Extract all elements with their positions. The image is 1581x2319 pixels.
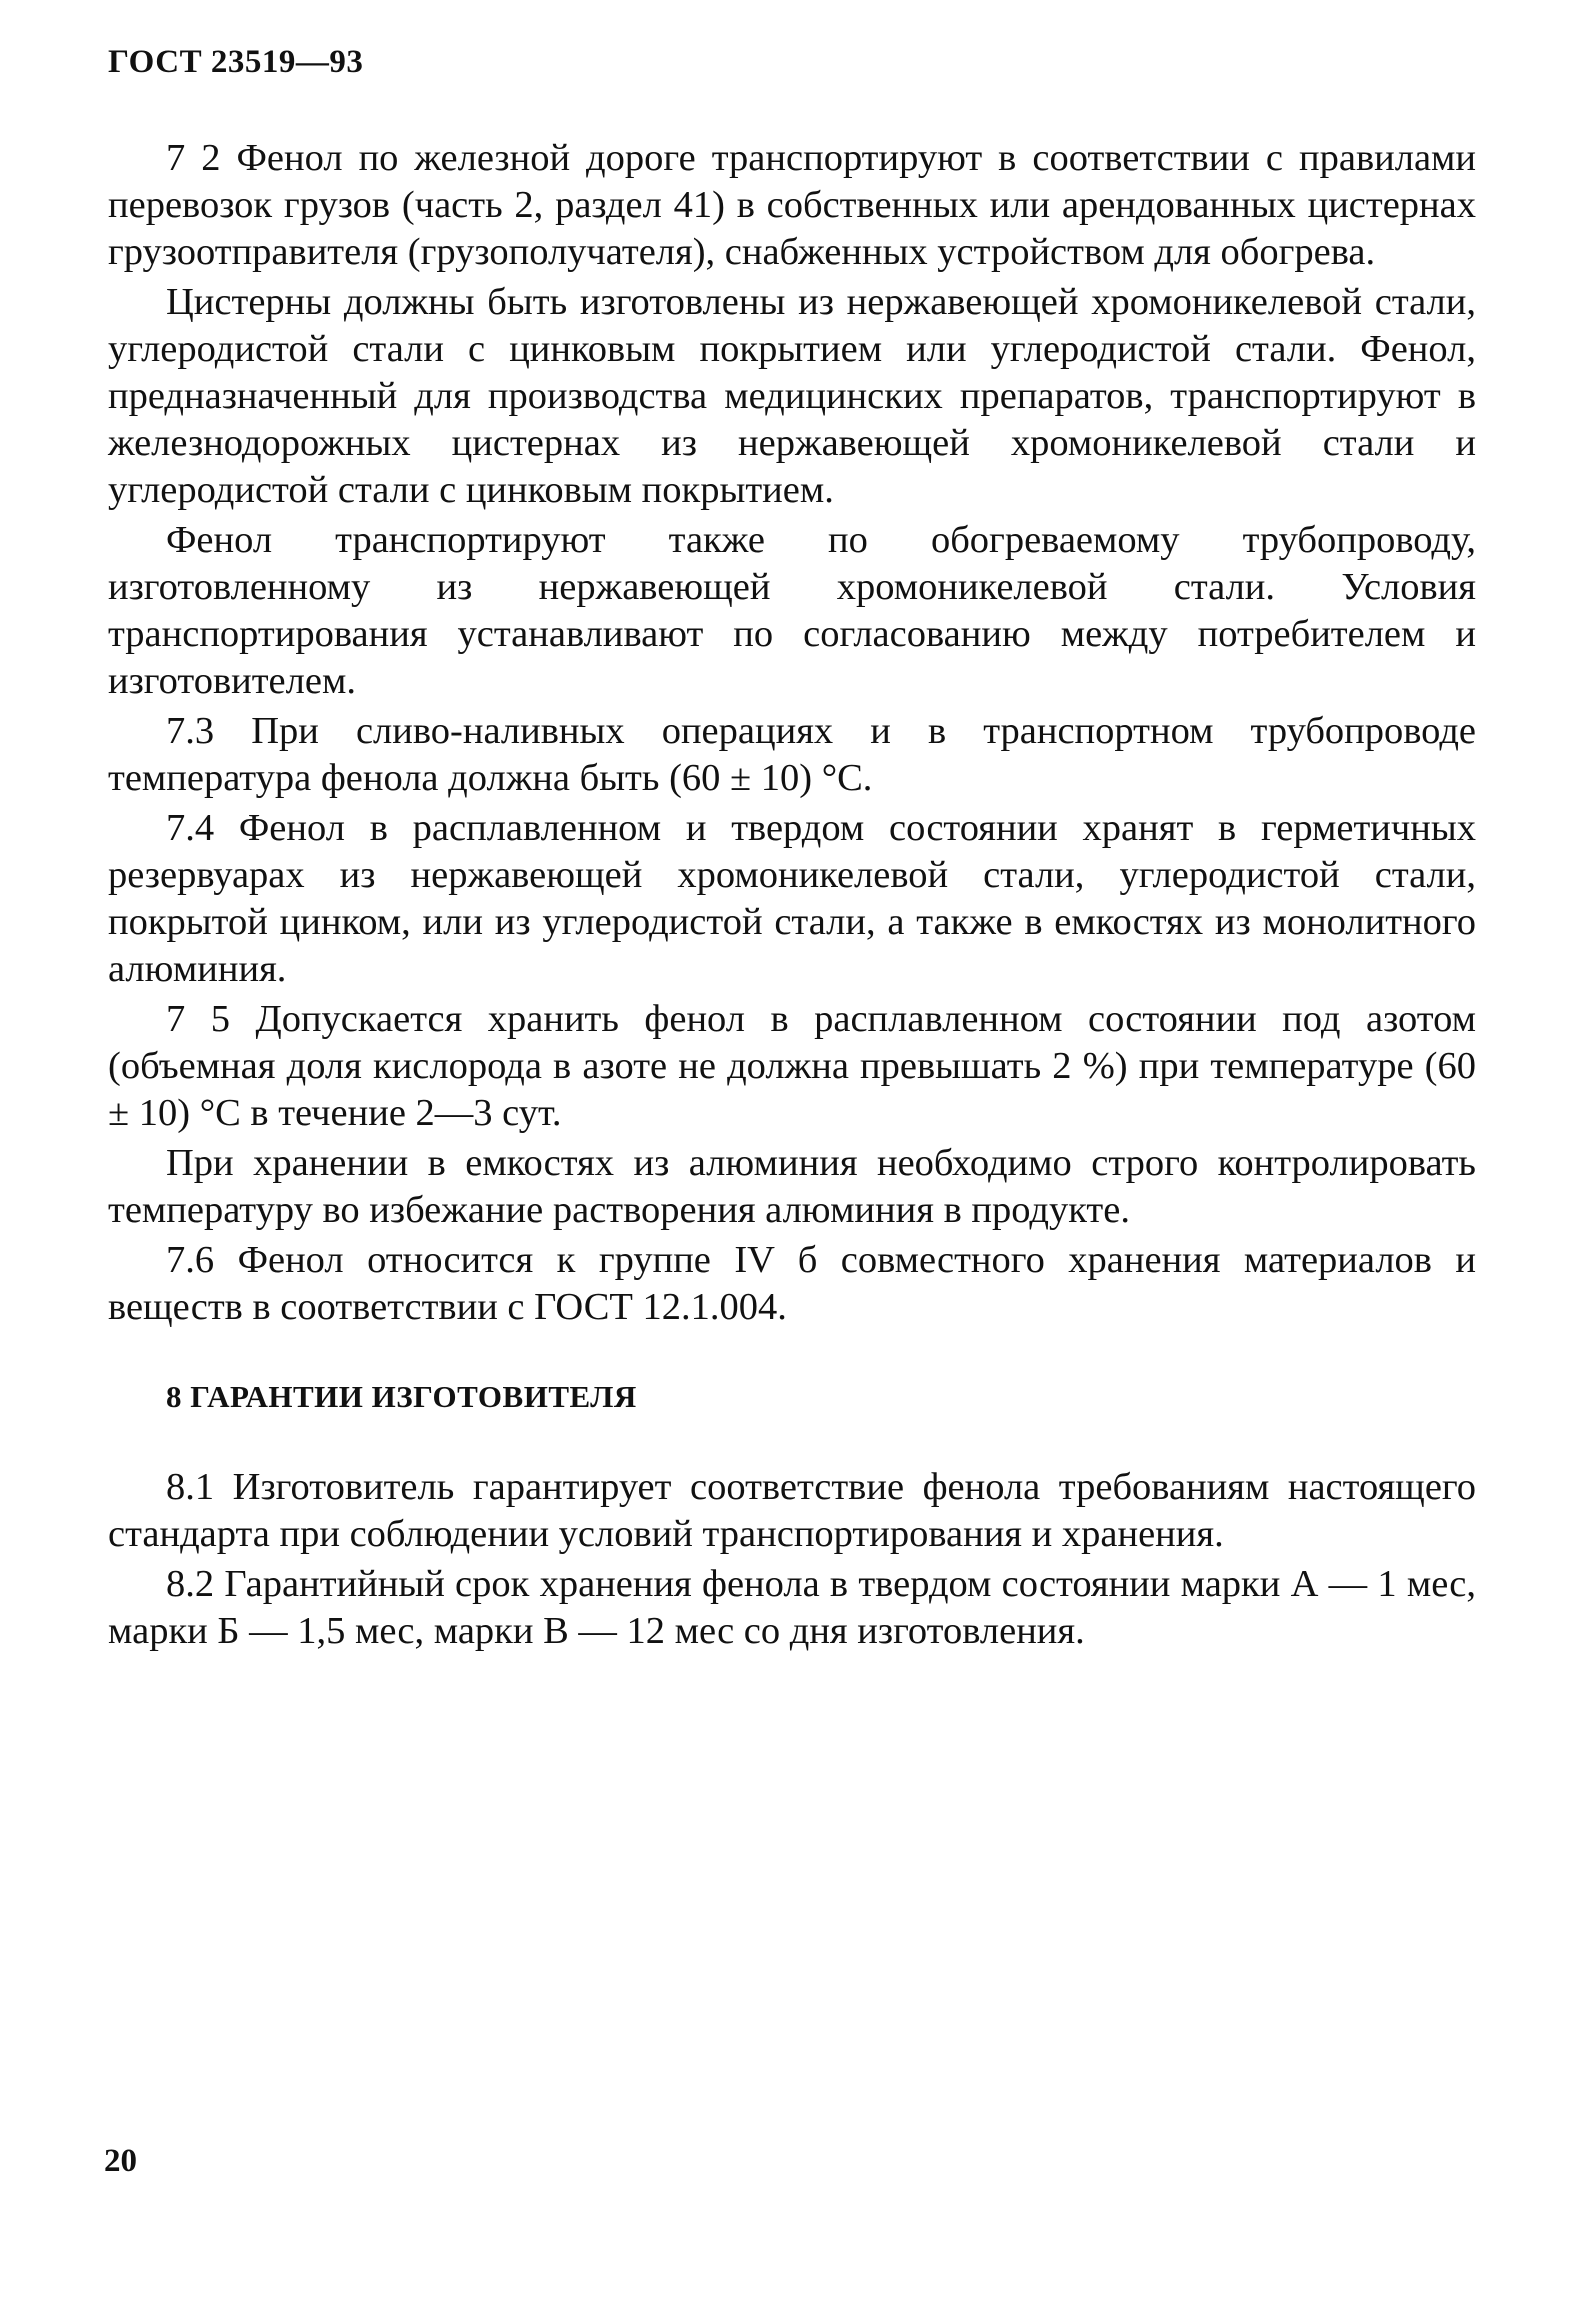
- paragraph-aluminium-storage: При хранении в емкостях из алюминия необходимо строго контролировать температуру во избежание растворения алюминия в продукте.: [108, 1142, 1476, 1231]
- paragraph-7-2: 7 2 Фенол по железной дороге транспортируют в соответствии с правилами перевозок грузов (часть 2, раздел 41) в собственных или арендованных цистернах грузоотправителя (грузополучателя), снабженных устройством для обогрева.: [108, 137, 1476, 273]
- document-header: ГОСТ 23519—93: [108, 44, 364, 80]
- document-body: [108, 135, 1476, 1658]
- paragraph-tanks: Цистерны должны быть изготовлены из нержавеющей хромоникелевой стали, углеродистой стали с цинковым покрытием или углеродистой стали. Фенол, предназначенный для производства медицинских препаратов, транспортируют в железнодорожных цистернах из нержавеющей хромоникелевой стали и углеродистой стали с цинковым покрытием.: [108, 281, 1476, 511]
- paragraph-8-2: 8.2 Гарантийный срок хранения фенола в твердом состоянии марки А — 1 мес, марки Б — 1,5 мес, марки В — 12 мес со дня изготовления.: [108, 1563, 1476, 1652]
- section-8-title: 8 ГАРАНТИИ ИЗГОТОВИТЕЛЯ: [166, 1379, 637, 1414]
- paragraph-pipeline: Фенол транспортируют также по обогреваемому трубопроводу, изготовленному из нержавеющей хромоникелевой стали. Условия транспортирования устанавливают по согласованию между потребителем и изготовителем.: [108, 519, 1476, 702]
- paragraph-7-4: 7.4 Фенол в расплавленном и твердом состоянии хранят в герметичных резервуарах из нержавеющей хромоникелевой стали, углеродистой стали, покрытой цинком, или из углеродистой стали, а также в емкостях из монолитного алюминия.: [108, 807, 1476, 990]
- paragraph-8-1: 8.1 Изготовитель гарантирует соответствие фенола требованиям настоящего стандарта при соблюдении условий транспортирования и хранения.: [108, 1466, 1476, 1555]
- paragraph-7-6: 7.6 Фенол относится к группе IV б совместного хранения материалов и веществ в соответствии с ГОСТ 12.1.004.: [108, 1239, 1476, 1328]
- paragraph-7-3: 7.3 При сливо-наливных операциях и в транспортном трубопроводе температура фенола должна быть (60 ± 10) °С.: [108, 710, 1476, 799]
- paragraph-7-5: 7 5 Допускается хранить фенол в расплавленном состоянии под азотом (объемная доля кислорода в азоте не должна превышать 2 %) при температуре (60 ± 10) °С в течение 2—3 сут.: [108, 998, 1476, 1134]
- page-number: 20: [104, 2143, 137, 2179]
